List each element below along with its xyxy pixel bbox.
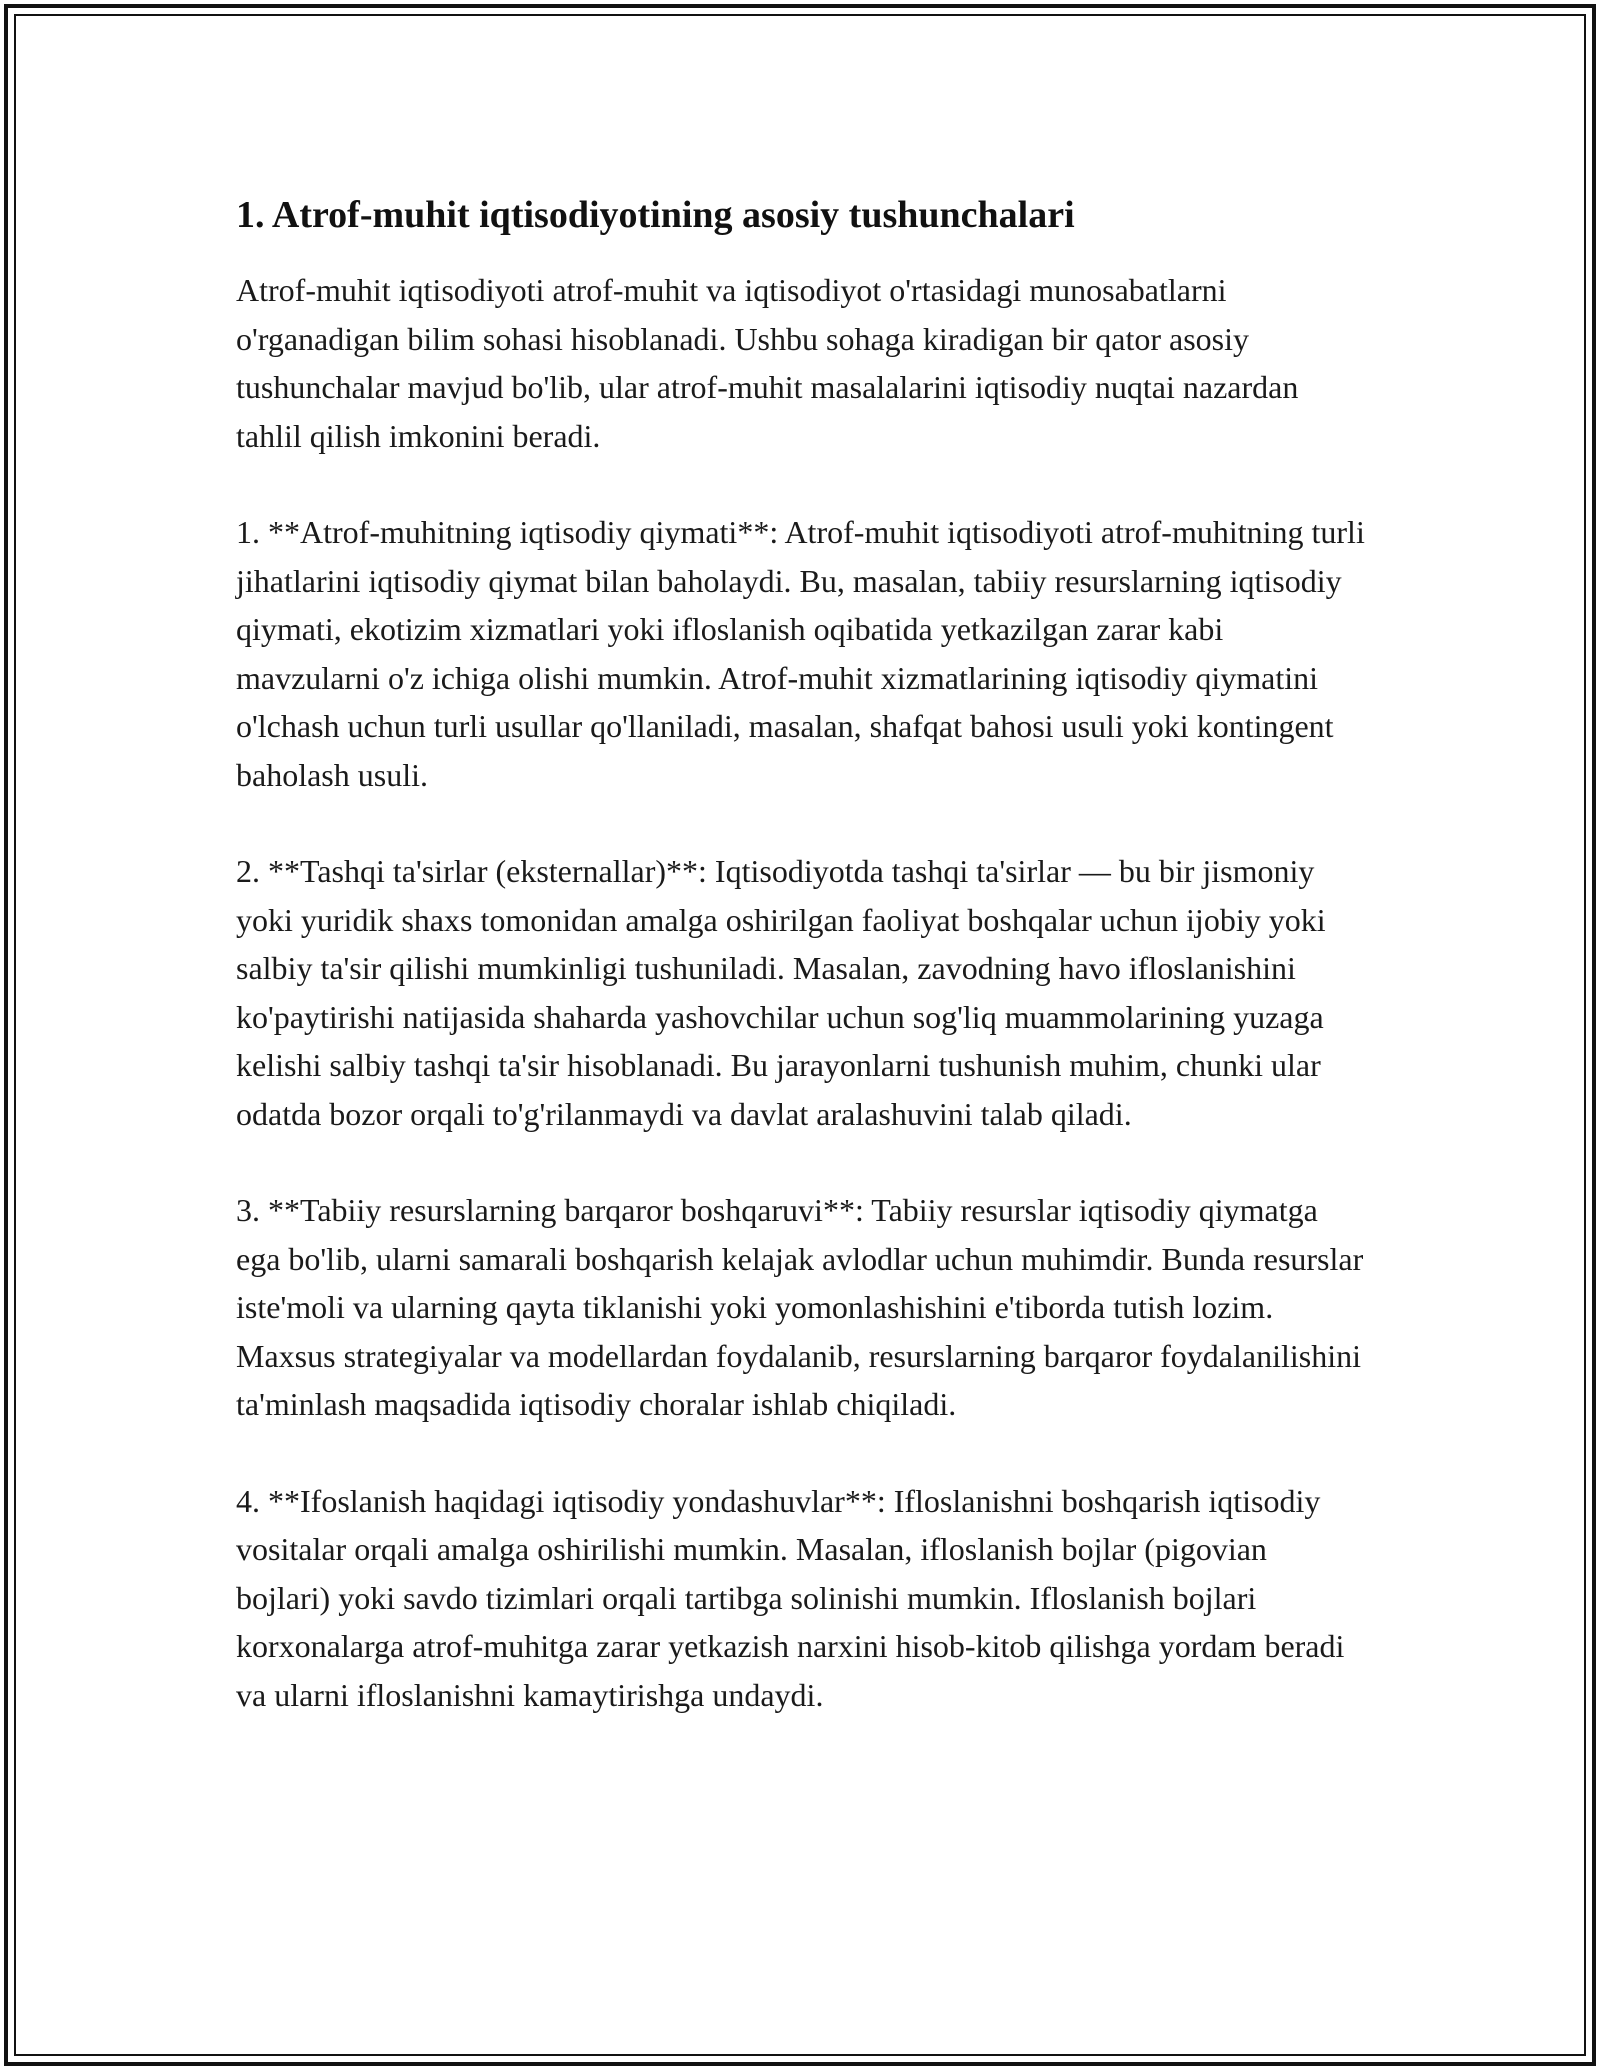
list-item-externalities: 2. **Tashqi ta'sirlar (eksternallar)**: Iqtisodiyotda tashqi ta'sirlar — bu bir jismoniy yoki yuridik shaxs tomonidan amalga oshirilgan faoliyat boshqalar uchun ijobiy yoki salbiy ta'sir qilishi mumkinligi tushuniladi. Masalan, zavodning havo ifloslanishini ko'paytirishi natijasida shaharda yashovchilar uchun sog'liq muammolarining yuzaga kelishi salbiy tashqi ta'sir hisoblanadi. Bu jarayonlarni tushunish muhim, chunki ular odatda bozor orqali to'g'rilanmaydi va davlat aralashuvini talab qiladi.: [236, 853, 1326, 1132]
list-item-pollution-approaches: 4. **Ifoslanish haqidagi iqtisodiy yondashuvlar**: Ifloslanishni boshqarish iqtisodiy vositalar orqali amalga oshirilishi mumkin. Masalan, ifloslanish bojlar (pigovian bojlari) yoki savdo tizimlari orqali tartibga solinishi mumkin. Ifloslanish bojlari korxonalarga atrof-muhitga zarar yetkazish narxini hisob-kitob qilishga yordam beradi va ularni ifloslanishni kamaytirishga undaydi.: [236, 1482, 1345, 1713]
document-body: [236, 186, 1366, 1767]
document-title: 1. Atrof-muhit iqtisodiyotining asosiy tushunchalari: [236, 194, 1075, 236]
list-item-environmental-value: 1. **Atrof-muhitning iqtisodiy qiymati**: Atrof-muhit iqtisodiyoti atrof-muhitning turli jihatlarini iqtisodiy qiymat bilan baholaydi. Bu, masalan, tabiiy resurslarning iqtisodiy qiymati, ekotizim xizmatlari yoki ifloslanish oqibatida yetkazilgan zarar kabi mavzularni o'z ichiga olishi mumkin. Atrof-muhit xizmatlarining iqtisodiy qiymatini o'lchash uchun turli usullar qo'llaniladi, masalan, shafqat bahosi usuli yoki kontingent baholash usuli.: [236, 514, 1365, 793]
list-item-resource-management: 3. **Tabiiy resurslarning barqaror boshqaruvi**: Tabiiy resurslar iqtisodiy qiymatga ega bo'lib, ularni samarali boshqarish kelajak avlodlar uchun muhimdir. Bunda resurslar iste'moli va ularning qayta tiklanishi yoki yomonlashishini e'tiborda tutish lozim. Maxsus strategiyalar va modellardan foydalanib, resurslarning barqaror foydalanilishini ta'minlash maqsadida iqtisodiy choralar ishlab chiqiladi.: [236, 1192, 1364, 1422]
intro-paragraph: Atrof-muhit iqtisodiyoti atrof-muhit va iqtisodiyot o'rtasidagi munosabatlarni o'rganadigan bilim sohasi hisoblanadi. Ushbu sohaga kiradigan bir qator asosiy tushunchalar mavjud bo'lib, ular atrof-muhit masalalarini iqtisodiy nuqtai nazardan tahlil qilish imkonini beradi.: [236, 272, 1299, 454]
